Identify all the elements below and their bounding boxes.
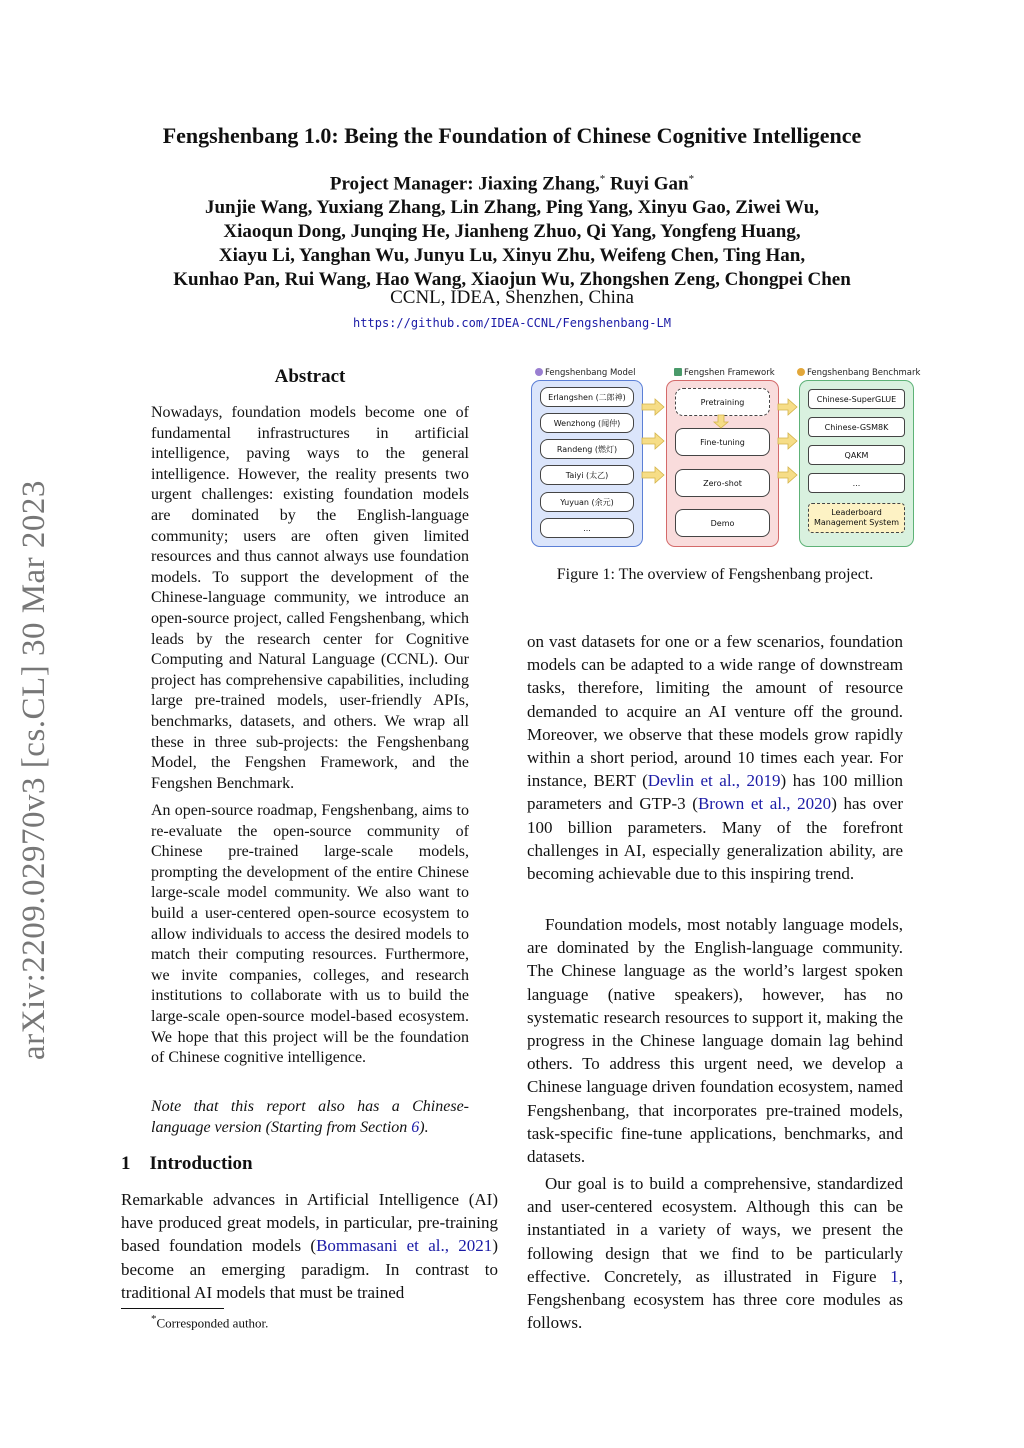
framework-header-text: Fengshen Framework — [684, 368, 775, 378]
arrow-model-to-framework-3 — [642, 467, 664, 483]
right-p1-text: on vast datasets for one or a few scenarios, foundation models can be adapted to a wide range of downstream tasks, therefore, limiting the amount of resource demanded to acquire an AI venture off the ground. Moreover, we observe that these models grow rapidly within a short period, around 10 times each year. For instance, BERT ( — [527, 632, 903, 791]
overview-figure — [529, 364, 921, 550]
github-link[interactable]: https://github.com/IDEA-CCNL/Fengshenbang-LM — [353, 316, 671, 330]
framework-demo: Demo — [675, 509, 770, 537]
right-paragraph-2 — [527, 913, 903, 1168]
citation-bommasani[interactable]: Bommasani et al., 2021 — [316, 1236, 493, 1256]
right-p2-text: Foundation models, most notably language models, are dominated by the English-language community. The Chinese language as the world’s largest spoken language (native speakers), however, has no systematic research resources to support it, making the progress in the Chinese language domain lag behind others. To address this urgent need, we develop a Chinese language driven foundation ecosystem, named Fengshenbang, that incorporates pre-trained models, task-specific fine-tune applications, benchmarks, and datasets. — [527, 915, 903, 1167]
benchmark-more: ... — [808, 473, 905, 493]
model-taiyi: Taiyi (太乙) — [540, 465, 634, 485]
right-p1-text-mid: ) has 100 million parameters and GTP-3 ( — [527, 771, 903, 814]
framework-pretraining: Pretraining — [675, 388, 770, 416]
citation-brown[interactable]: Brown et al., 2020 — [697, 794, 832, 814]
intro-text: Remarkable advances in Artificial Intelligence (AI) have produced great models, in particular, pre-training based foundation models ( — [121, 1190, 498, 1256]
arrow-model-to-framework-1 — [642, 399, 664, 415]
section-6-link[interactable]: 6 — [411, 1118, 420, 1136]
abstract-p2-text: An open-source roadmap, Fengshenbang, aims to re-evaluate the open-source community of Chinese pre-trained large-scale models, prompting the development of the entire Chinese large-scale model community. We also want to build a user-centered open-source ecosystem to allow individuals to access the desired models to match their computing resources. Furthermore, we invite companies, colleges, and research institutions to collaborate with us to build the large-scale open-source model-based ecosystem. We hope that this project will be the foundation of Chinese cognitive intelligence. — [151, 802, 469, 1067]
benchmark-qakm: QAKM — [808, 445, 905, 465]
author-line-5: Kunhao Pan, Rui Wang, Hao Wang, Xiaojun Wu, Zhongshen Zeng, Chongpei Chen — [173, 269, 851, 291]
right-p1-text-end: ) has over 100 billion parameters. Many of the forefront challenges in AI, especially generalization ability, are becoming achievable due to this inspiring trend. — [527, 794, 903, 884]
right-paragraph-1 — [527, 630, 903, 885]
author-ruyi-gan: Ruyi Gan — [609, 173, 689, 195]
author-line-2: Junjie Wang, Yuxiang Zhang, Lin Zhang, Ping Yang, Xinyu Gao, Ziwei Wu, — [204, 197, 820, 219]
framework-zeroshot: Zero-shot — [675, 469, 770, 497]
benchmark-superglue: Chinese-SuperGLUE — [808, 389, 905, 409]
model-header-text: Fengshenbang Model — [545, 368, 636, 378]
intro-text-end: ) become an emerging paradigm. In contrast to traditional AI models that must be trained — [121, 1236, 498, 1302]
arrow-model-to-framework-2 — [642, 433, 664, 449]
abstract-note — [151, 1097, 469, 1138]
author-line-1 — [0, 167, 1024, 196]
abstract-p1-text: Nowadays, foundation models become one of fundamental infrastructures in artificial intelligence, paving ways to the general intelligence. However, the reality presents two urgent challenges: existing foundation models are dominated by the English-language community; users are often given limited resources and thus cannot always use foundation models. To support the development of the Chinese-language community, we introduce an open-source project, called Fengshenbang, which leads by the research center for Cognitive Computing and Natural Language (CCNL). Our project has comprehensive capabilities, including large pre-trained models, user-friendly APIs, benchmarks, datasets, and others. We wrap all these in three sub-projects: the Fengshenbang Model, the Fengshen Framework, and the Fengshen Benchmark. — [151, 404, 469, 792]
model-erlangshen: Erlangshen (二郎神) — [540, 387, 634, 407]
author-line-3: Xiaoqun Dong, Junqing He, Jianheng Zhuo, Qi Yang, Yongfeng Huang, — [223, 221, 801, 243]
project-manager-label: Project Manager: Jiaxing Zhang, — [329, 173, 600, 195]
model-more: ... — [540, 518, 634, 538]
note-text-end: ). — [419, 1118, 429, 1136]
model-wenzhong: Wenzhong (闻仲) — [540, 413, 634, 433]
benchmark-gsm8k: Chinese-GSM8K — [808, 417, 905, 437]
right-p3-text-end: , Fengshenbang ecosystem has three core modules as follows. — [527, 1266, 903, 1333]
figure-caption: Figure 1: The overview of Fengshenbang project. — [556, 566, 874, 583]
footnote-mark: * — [151, 1313, 157, 1325]
arrow-framework-to-benchmark-3 — [778, 467, 797, 483]
model-randeng: Randeng (燃灯) — [540, 439, 634, 459]
right-p3-text: Our goal is to build a comprehensive, standardized and user-centered ecosystem. Although this can be instantiated in a variety of ways, we present the following design that we find to be particularly effective. Concretely, as illustrated in Figure — [527, 1174, 903, 1286]
arrow-pretrain-to-finetune — [714, 415, 728, 428]
citation-devlin[interactable]: Devlin et al., 2019 — [647, 771, 781, 791]
footnote-rule — [121, 1308, 224, 1309]
footnote-text: Corresponded author. — [156, 1315, 269, 1331]
arrow-framework-to-benchmark-2 — [778, 433, 797, 449]
figure-1-link[interactable]: 1 — [890, 1266, 899, 1286]
affiliation: CCNL, IDEA, Shenzhen, China — [390, 287, 634, 308]
figure-arrows — [529, 364, 917, 550]
abstract-paragraph-2 — [151, 801, 469, 1069]
author-line-4: Xiayu Li, Yanghan Wu, Junyu Lu, Xinyu Zhu, Weifeng Chen, Ting Han, — [218, 245, 806, 267]
footnote — [151, 1313, 268, 1331]
author-mark: * — [688, 173, 695, 185]
framework-finetuning: Fine-tuning — [675, 428, 770, 456]
benchmark-header-text: Fengshenbang Benchmark — [807, 368, 921, 378]
author-list — [0, 167, 1024, 292]
abstract-title: Abstract — [274, 366, 346, 387]
arrow-framework-to-benchmark-1 — [778, 399, 797, 415]
section-heading-introduction: 1 Introduction — [121, 1153, 253, 1174]
abstract-paragraph-1 — [151, 403, 469, 794]
arxiv-identifier: arXiv:2209.02970v3 [cs.CL] 30 Mar 2023 — [16, 480, 52, 1060]
introduction-left-text — [121, 1188, 498, 1304]
author-mark: * — [599, 173, 606, 185]
note-text: Note that this report also has a Chinese-language version (Starting from Section — [151, 1098, 469, 1136]
model-yuyuan: Yuyuan (余元) — [540, 492, 634, 512]
paper-title: Fengshenbang 1.0: Being the Foundation of Chinese Cognitive Intelligence — [162, 123, 862, 148]
right-paragraph-3 — [527, 1172, 903, 1334]
benchmark-leaderboard: Leaderboard Management System — [808, 503, 905, 533]
